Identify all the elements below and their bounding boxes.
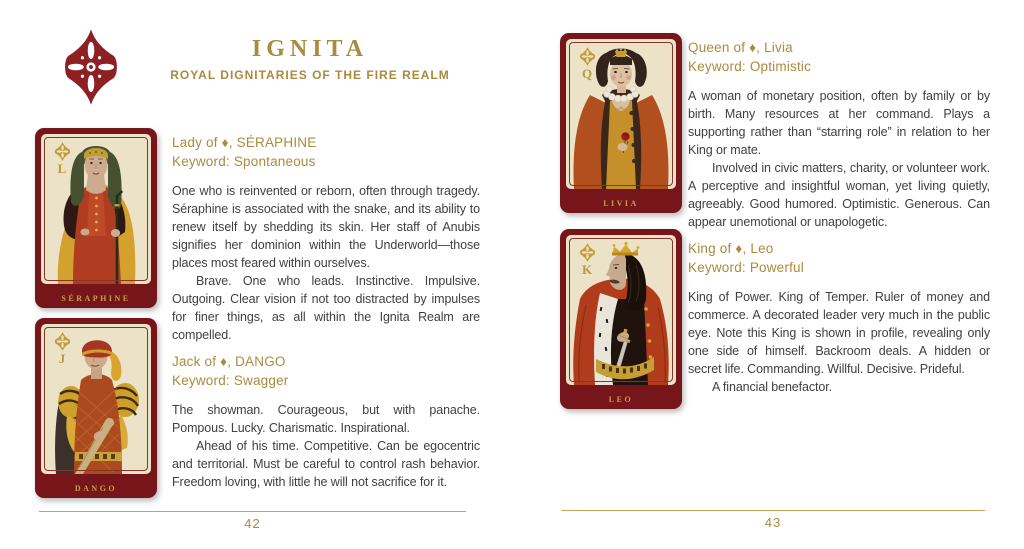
entry-dango [172,352,480,491]
diamond-ornament-icon [580,47,595,66]
fire-realm-emblem-icon [58,28,124,106]
entry-keyword: Keyword: Powerful [688,260,804,275]
card-panel [41,324,151,474]
footer-rule [39,511,466,512]
page-number: 42 [244,516,261,531]
card-name-label: SÉRAPHINE [61,294,131,303]
card-panel [566,39,676,189]
card-rank-letter: Q [581,66,593,81]
entry-paragraph: One who is reinvented or reborn, often through tragedy. Séraphine is associated with the snake, and its ability to renew itself by shedding its skin. Her staff of Anubis signifies her dominion within the Underworld—those places most feared within ourselves. [172,184,480,270]
entry-paragraph: A financial benefactor. [712,380,833,394]
entry-heading: King of ♦, Leo [688,241,774,256]
card-rank-letter: L [57,161,67,176]
entry-paragraph: Ahead of his time. Competitive. Can be egocentric and territorial. Must be careful to control rash behavior. Freedom loving, with little he will not sacrifice for it. [172,439,480,489]
footer-rule [561,510,985,511]
card-name-label: LIVIA [603,199,639,208]
entry-heading: Lady of ♦, SÉRAPHINE [172,135,317,150]
card-dango [35,318,157,498]
diamond-ornament-icon [55,332,70,351]
card-panel [566,235,676,385]
entry-seraphine [172,133,480,344]
entry-leo [688,239,990,396]
diamond-ornament-icon [580,243,595,262]
card-seraphine [35,128,157,308]
entry-keyword: Keyword: Spontaneous [172,154,316,169]
entry-keyword: Keyword: Swagger [172,373,289,388]
page-subtitle: ROYAL DIGNITARIES OF THE FIRE REALM [170,68,450,82]
entry-livia [688,38,990,231]
card-rank-letter: K [581,262,593,277]
entry-heading: Queen of ♦, Livia [688,40,793,55]
entry-paragraph: King of Power. King of Temper. Ruler of money and commerce. A decorated leader very much in the public eye. Note this King is shown in profile, revealing only one side of himself. Backroom deals. A hidden or secret life. Commanding. Willful. Decisive. Prideful. [688,290,990,376]
entry-paragraph: Brave. One who leads. Instinctive. Impulsive. Outgoing. Clear vision if not too distracted by impulses for finer things, as all within the Ignita Realm are compelled. [172,274,480,342]
card-rank-letter: J [58,351,66,366]
card-corner [52,332,72,366]
entry-paragraph: A woman of monetary position, often by family or by birth. Many resources at her command. Plays a supporting rather than “starring role” in relation to her King or mate. [688,89,990,157]
page-title: IGNITA [251,36,369,62]
card-name-label: DANGO [74,484,118,493]
entry-paragraph: Involved in civic matters, charity, or volunteer work. A perceptive and insightful woman, yet living quietly, agreeably. Good humored. Optimistic. Generous. Can appear unemotional or unapologetic. [688,161,990,229]
entry-paragraph: The showman. Courageous, but with panache. Pompous. Lucky. Charismatic. Inspirational. [172,403,480,435]
card-corner [577,243,597,277]
entry-keyword: Keyword: Optimistic [688,59,812,74]
page-number: 43 [764,515,782,530]
card-livia [560,33,682,213]
card-corner [577,47,597,81]
card-leo [560,229,682,409]
entry-heading: Jack of ♦, DANGO [172,354,286,369]
card-corner [52,142,72,176]
diamond-ornament-icon [55,142,70,161]
card-panel [41,134,151,284]
card-name-label: LEO [608,395,634,404]
